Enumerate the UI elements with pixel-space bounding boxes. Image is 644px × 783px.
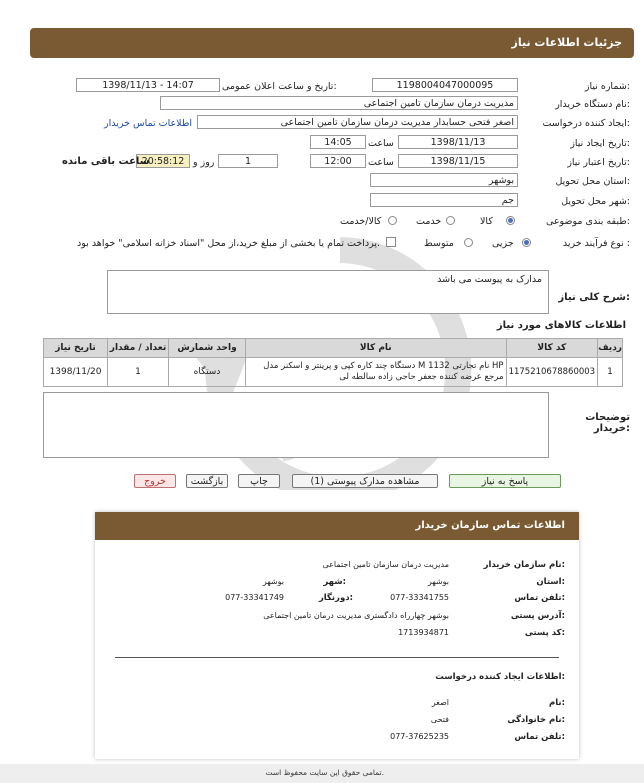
creator-label: ایجاد کننده درخواست: bbox=[542, 118, 630, 129]
back-button[interactable]: بازگشت bbox=[186, 474, 228, 488]
need-number-field: 1198004047000095 bbox=[372, 78, 518, 92]
contact-divider bbox=[115, 657, 559, 658]
treasury-payment-checkbox[interactable] bbox=[386, 237, 396, 247]
page-title: جزئیات اطلاعات نیاز bbox=[511, 36, 622, 49]
creator-name-label: نام: bbox=[548, 698, 565, 708]
days-label: روز و bbox=[193, 157, 215, 168]
buyer-org-field: مدیریت درمان سازمان تامین اجتماعی bbox=[160, 96, 518, 110]
contact-phone-value: 077-33341755 bbox=[390, 593, 449, 602]
exit-button[interactable]: خروج bbox=[134, 474, 176, 488]
contact-address-label: آدرس پستی: bbox=[510, 611, 565, 621]
announce-label: تاریخ و ساعت اعلان عمومی: bbox=[222, 81, 337, 92]
contact-title: اطلاعات تماس سازمان خریدار bbox=[415, 520, 565, 531]
process-medium-label: متوسط bbox=[424, 238, 454, 249]
items-header-row bbox=[44, 339, 623, 358]
process-label: نوع فرآیند خرید : bbox=[562, 238, 630, 249]
created-time-label: ساعت bbox=[368, 138, 394, 149]
contact-province-label: استان: bbox=[536, 577, 565, 587]
remaining-label: ساعت باقی مانده bbox=[62, 156, 150, 167]
buyer-org-label: نام دستگاه خریدار: bbox=[555, 99, 630, 110]
need-number-label: شماره نیاز: bbox=[584, 81, 630, 92]
cell-unit: دستگاه bbox=[169, 358, 246, 387]
city-field: جم bbox=[370, 193, 518, 207]
buyer-contact-link[interactable]: اطلاعات تماس خریدار bbox=[104, 118, 193, 129]
col-name: نام کالا bbox=[246, 339, 507, 358]
category-service-radio[interactable] bbox=[446, 216, 455, 225]
validity-time-label: ساعت bbox=[368, 157, 394, 168]
validity-date-field: 1398/11/15 bbox=[398, 154, 518, 168]
validity-time-field: 12:00 bbox=[310, 154, 366, 168]
footer bbox=[0, 764, 644, 783]
category-label: طبقه بندی موضوعی: bbox=[545, 216, 630, 227]
creator-family-label: نام خانوادگی: bbox=[507, 715, 565, 725]
creator-name-value: اصغر bbox=[431, 698, 449, 707]
category-service-label: خدمت bbox=[416, 216, 442, 227]
treasury-payment-note: پرداخت تمام یا بخشی از مبلغ خرید،از محل "اسناد خزانه اسلامی" خواهد بود. bbox=[77, 238, 380, 249]
col-unit: واحد شمارش bbox=[169, 339, 246, 358]
contact-postal-label: کد پستی: bbox=[524, 628, 565, 638]
contact-org-value: مدیریت درمان سازمان تامین اجتماعی bbox=[322, 560, 449, 569]
contact-header bbox=[95, 512, 579, 540]
items-title: اطلاعات کالاهای مورد نیاز bbox=[496, 320, 626, 331]
col-need-date: تاریخ نیاز bbox=[44, 339, 108, 358]
col-code: کد کالا bbox=[506, 339, 598, 358]
buyer-notes-label: توضیحات خریدار: bbox=[585, 412, 630, 434]
remaining-time-field: 20:58:12 bbox=[136, 154, 190, 168]
province-field: بوشهر bbox=[370, 173, 518, 187]
created-date-label: تاریخ ایجاد نیاز: bbox=[570, 138, 630, 149]
cell-name: دستگاه چند کاره کپی و پرینتر و اسکنر مدل M 1132 نام تجارتی HP مرجع عرضه کننده جعفر حاجی زاده سالطه لی bbox=[246, 358, 507, 387]
contact-phone-label: تلفن تماس: bbox=[514, 593, 565, 603]
days-field: 1 bbox=[218, 154, 278, 168]
cell-row: 1 bbox=[598, 358, 623, 387]
contact-city-value: بوشهر bbox=[262, 577, 284, 586]
page-header bbox=[30, 28, 634, 58]
category-both-label: کالا/خدمت bbox=[340, 216, 382, 227]
process-medium-radio[interactable] bbox=[464, 238, 473, 247]
contact-postal-value: 1713934871 bbox=[398, 628, 449, 637]
category-goods-radio[interactable] bbox=[506, 216, 515, 225]
announce-field: 1398/11/13 - 14:07 bbox=[76, 78, 220, 92]
contact-province-value: بوشهر bbox=[427, 577, 449, 586]
table-row bbox=[44, 358, 623, 387]
contact-city-label: شهر: bbox=[323, 577, 346, 587]
cell-need-date: 1398/11/20 bbox=[44, 358, 108, 387]
buyer-contact-panel bbox=[95, 512, 579, 759]
creator-phone-value: 077-37625235 bbox=[390, 732, 449, 741]
contact-org-label: نام سازمان خریدار: bbox=[483, 560, 565, 570]
category-both-radio[interactable] bbox=[388, 216, 397, 225]
contact-address-value: بوشهر چهارراه دادگستری مدیریت درمان تامین اجتماعی bbox=[263, 611, 449, 620]
summary-text: مدارک به پیوست می باشد bbox=[437, 274, 542, 285]
contact-fax-value: 077-33341749 bbox=[225, 593, 284, 602]
creator-info-title: اطلاعات ایجاد کننده درخواست: bbox=[435, 672, 565, 682]
created-date-field: 1398/11/13 bbox=[398, 135, 518, 149]
reply-button[interactable]: پاسخ به نیاز bbox=[449, 474, 561, 488]
attachments-button[interactable]: مشاهده مدارک پیوستی (1) bbox=[292, 474, 438, 488]
footer-copyright: تمامی حقوق این سایت محفوظ است. bbox=[265, 768, 384, 777]
creator-family-value: فتحی bbox=[430, 715, 449, 724]
province-label: استان محل تحویل: bbox=[555, 176, 630, 187]
creator-phone-label: تلفن تماس: bbox=[514, 732, 565, 742]
buyer-notes-box[interactable] bbox=[43, 392, 549, 458]
process-minor-radio[interactable] bbox=[522, 238, 531, 247]
print-button[interactable]: چاپ bbox=[238, 474, 280, 488]
contact-fax-label: دورنگار: bbox=[318, 593, 353, 603]
summary-label: شرح کلی نیاز: bbox=[558, 292, 630, 303]
process-minor-label: جزیی bbox=[492, 238, 514, 249]
col-row: ردیف bbox=[598, 339, 623, 358]
cell-quantity: 1 bbox=[108, 358, 169, 387]
col-quantity: تعداد / مقدار bbox=[108, 339, 169, 358]
items-table bbox=[43, 338, 623, 387]
summary-box bbox=[107, 270, 549, 314]
validity-label: تاریخ اعتبار نیاز: bbox=[567, 157, 630, 168]
cell-code: 1175210678860003 bbox=[506, 358, 598, 387]
city-label: شهر محل تحویل: bbox=[561, 196, 630, 207]
created-time-field: 14:05 bbox=[310, 135, 366, 149]
category-goods-label: کالا bbox=[480, 216, 493, 227]
creator-field: اصغر فتحی حسابدار مدیریت درمان سازمان تامین اجتماعی bbox=[197, 115, 518, 129]
